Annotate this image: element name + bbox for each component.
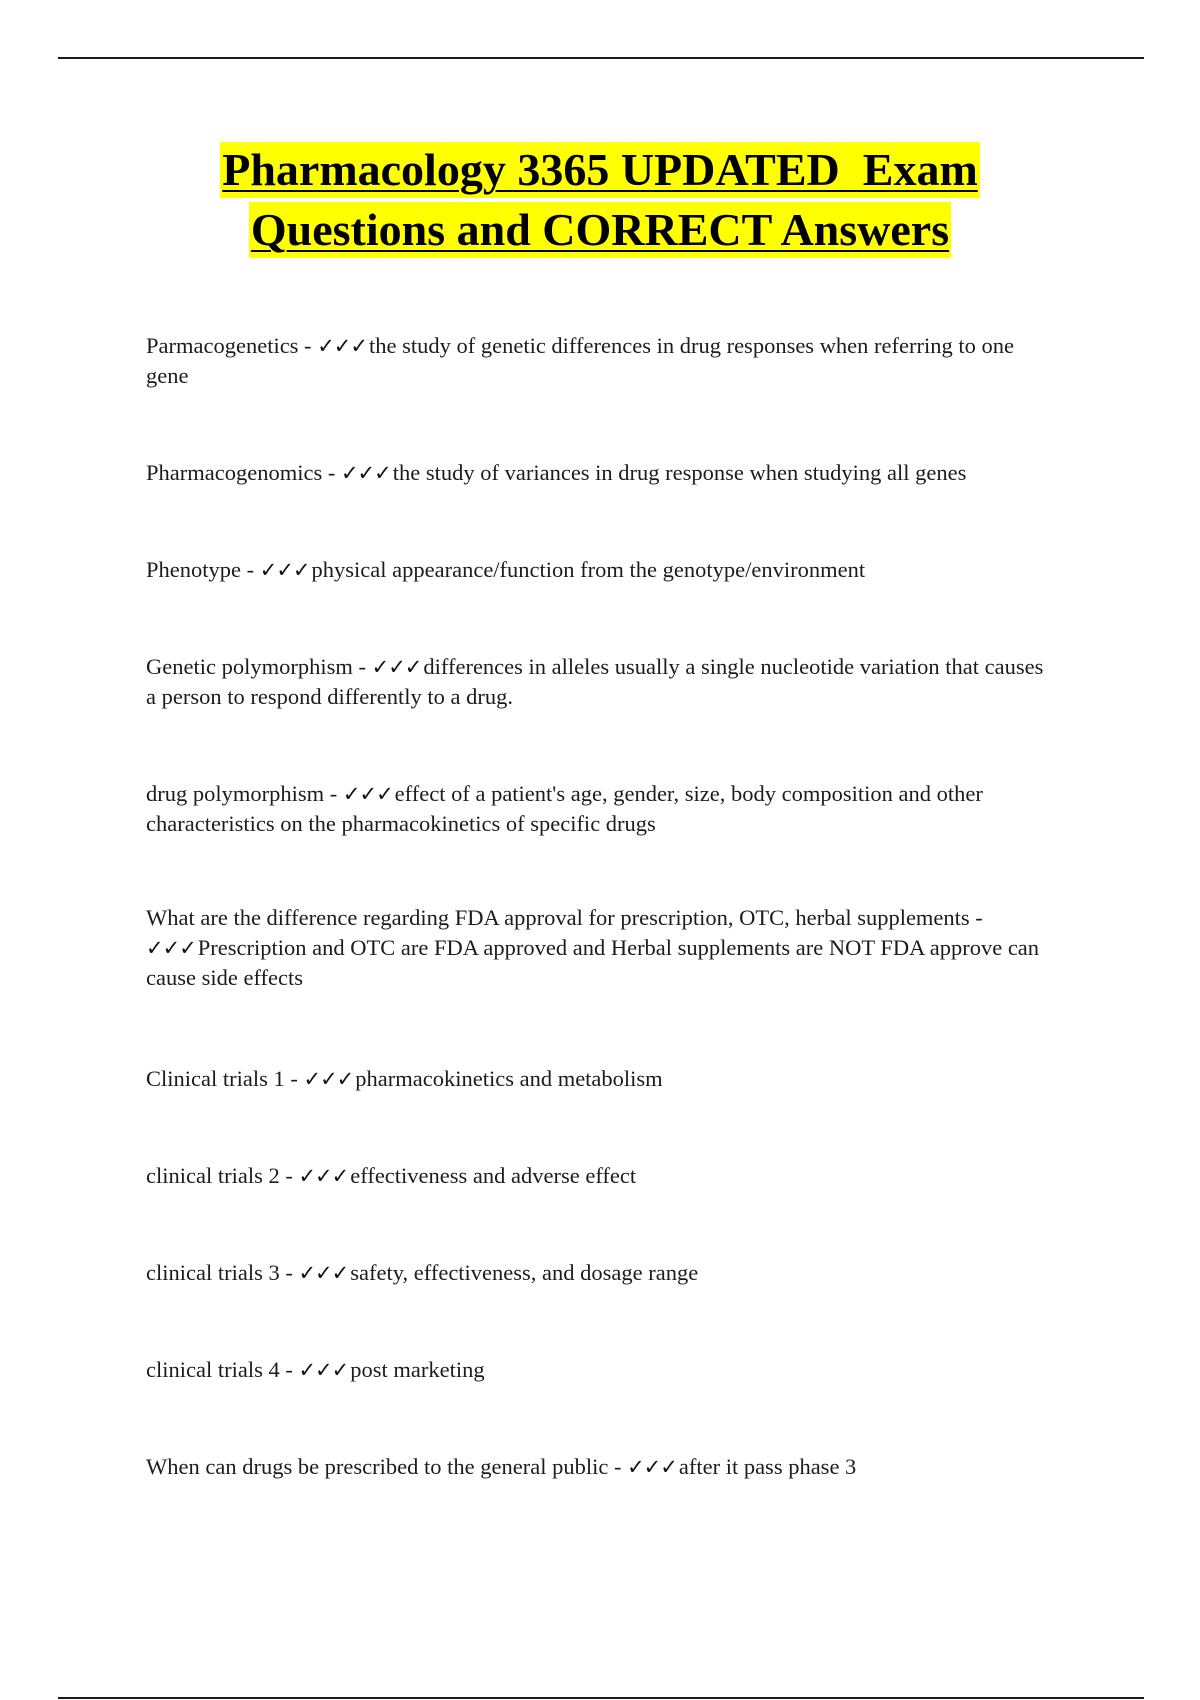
qa-term: Genetic polymorphism - bbox=[146, 654, 372, 679]
check-marks-icon: ✓✓✓ bbox=[340, 461, 391, 485]
qa-item bbox=[146, 1355, 1056, 1385]
qa-term: clinical trials 2 - bbox=[146, 1163, 299, 1188]
qa-answer: effectiveness and adverse effect bbox=[350, 1163, 637, 1188]
qa-item bbox=[146, 331, 1056, 391]
qa-item bbox=[146, 555, 1056, 585]
check-marks-icon: ✓✓✓ bbox=[342, 782, 393, 806]
title-line-2: Questions and CORRECT Answers bbox=[249, 202, 951, 258]
qa-answer: safety, effectiveness, and dosage range bbox=[350, 1260, 699, 1285]
qa-item bbox=[146, 903, 1056, 993]
check-marks-icon: ✓✓✓ bbox=[298, 1358, 349, 1382]
check-marks-icon: ✓✓✓ bbox=[298, 1164, 349, 1188]
qa-term: drug polymorphism - bbox=[146, 781, 343, 806]
bottom-rule bbox=[58, 1697, 1144, 1699]
qa-item bbox=[146, 779, 1056, 839]
qa-term: clinical trials 3 - bbox=[146, 1260, 299, 1285]
qa-answer: physical appearance/function from the genotype/environment bbox=[311, 557, 866, 582]
qa-answer: the study of genetic differences in drug responses when referring to one gene bbox=[146, 333, 1014, 388]
qa-term: Phenotype - bbox=[146, 557, 260, 582]
qa-answer: the study of variances in drug response when studying all genes bbox=[392, 460, 967, 485]
qa-item bbox=[146, 652, 1056, 712]
title-line-1: Pharmacology 3365 UPDATED Exam bbox=[220, 142, 980, 198]
qa-answer: differences in alleles usually a single nucleotide variation that causes a person to respond differently to a drug. bbox=[146, 654, 1044, 709]
check-marks-icon: ✓✓✓ bbox=[259, 558, 310, 582]
qa-term: Parmacogenetics - bbox=[146, 333, 318, 358]
qa-term: Clinical trials 1 - bbox=[146, 1066, 304, 1091]
check-marks-icon: ✓✓✓ bbox=[303, 1067, 354, 1091]
qa-answer: after it pass phase 3 bbox=[678, 1454, 857, 1479]
qa-term: When can drugs be prescribed to the general public - bbox=[146, 1454, 628, 1479]
check-marks-icon: ✓✓✓ bbox=[317, 334, 367, 358]
qa-item bbox=[146, 1258, 1056, 1288]
qa-item bbox=[146, 1161, 1056, 1191]
check-marks-icon: ✓✓✓ bbox=[371, 655, 422, 679]
qa-term: Pharmacogenomics - bbox=[146, 460, 341, 485]
qa-item bbox=[146, 458, 1056, 488]
qa-answer: effect of a patient's age, gender, size, body composition and other characteristics on the pharmacokinetics of specific drugs bbox=[146, 781, 983, 836]
qa-term: What are the difference regarding FDA approval for prescription, OTC, herbal supplements - bbox=[146, 905, 983, 930]
check-marks-icon: ✓✓✓ bbox=[146, 936, 196, 960]
qa-term: clinical trials 4 - bbox=[146, 1357, 299, 1382]
check-marks-icon: ✓✓✓ bbox=[627, 1455, 677, 1479]
check-marks-icon: ✓✓✓ bbox=[298, 1261, 349, 1285]
top-rule bbox=[58, 57, 1144, 59]
qa-answer: pharmacokinetics and metabolism bbox=[355, 1066, 663, 1091]
qa-answer: post marketing bbox=[350, 1357, 485, 1382]
qa-answer: Prescription and OTC are FDA approved and Herbal supplements are NOT FDA approve can cause side effects bbox=[146, 935, 1040, 990]
document-title bbox=[0, 142, 1200, 258]
qa-item bbox=[146, 1064, 1056, 1094]
qa-item bbox=[146, 1452, 1056, 1482]
